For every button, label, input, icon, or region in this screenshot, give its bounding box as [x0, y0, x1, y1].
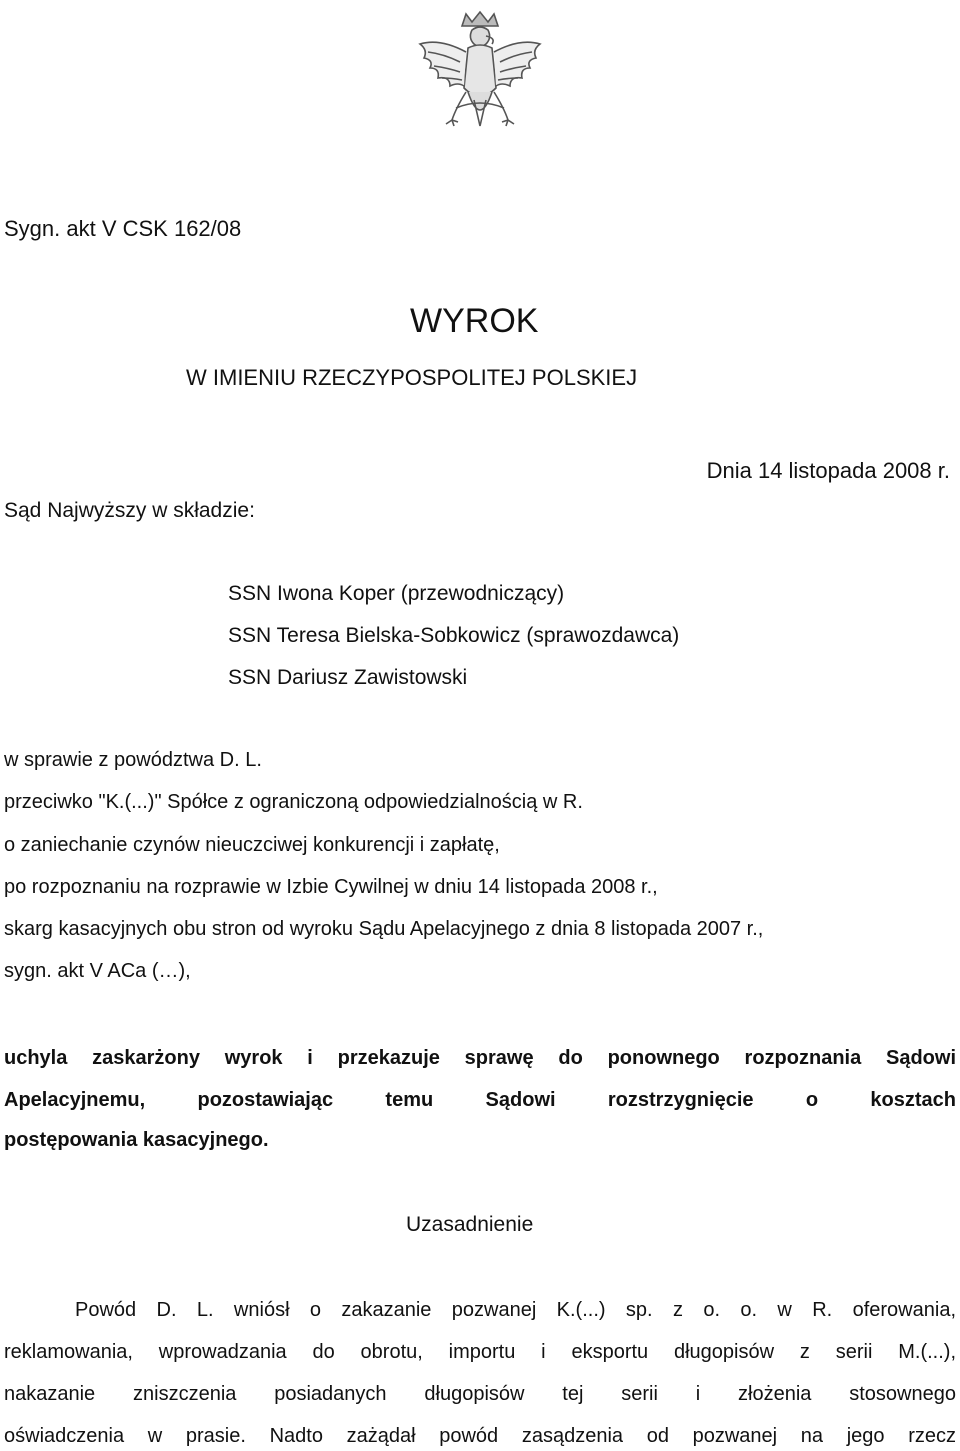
case-appeal: skarg kasacyjnych obu stron od wyroku Sądu Apelacyjnego z dnia 8 listopada 2007 r.,	[4, 918, 764, 940]
polish-eagle-emblem	[400, 8, 560, 158]
case-hearing: po rozpoznaniu na rozprawie w Izbie Cywilnej w dniu 14 listopada 2008 r.,	[4, 876, 658, 898]
judge-2: SSN Teresa Bielska-Sobkowicz (sprawozdawca)	[228, 624, 680, 647]
case-subject: o zaniechanie czynów nieuczciwej konkurencji i zapłatę,	[4, 834, 500, 856]
ruling-date: Dnia 14 listopada 2008 r.	[706, 458, 950, 483]
judge-1: SSN Iwona Koper (przewodniczący)	[228, 582, 565, 605]
ruling-line-2: Apelacyjnemu, pozostawiając temu Sądowi rozstrzygnięcie o kosztach	[4, 1089, 956, 1111]
justification-line: Powód D. L. wniósł o zakazanie pozwanej K.(...) sp. z o. o. w R. oferowania,	[75, 1299, 956, 1321]
justification-line: nakazanie zniszczenia posiadanych długopisów tej serii i złożenia stosownego	[4, 1383, 956, 1405]
justification-heading: Uzasadnienie	[406, 1213, 534, 1236]
document-subtitle: W IMIENIU RZECZYPOSPOLITEJ POLSKIEJ	[186, 365, 638, 390]
case-defendant: przeciwko "K.(...)" Spółce z ograniczoną odpowiedzialnością w R.	[4, 791, 583, 813]
ruling-line-1: uchyla zaskarżony wyrok i przekazuje sprawę do ponownego rozpoznania Sądowi	[4, 1047, 956, 1069]
justification-line: reklamowania, wprowadzania do obrotu, importu i eksportu długopisów z serii M.(...),	[4, 1341, 956, 1363]
court-composition-label: Sąd Najwyższy w składzie:	[4, 499, 255, 522]
case-plaintiff: w sprawie z powództwa D. L.	[4, 749, 262, 771]
case-signature: Sygn. akt V CSK 162/08	[4, 216, 242, 241]
ruling-line-3: postępowania kasacyjnego.	[4, 1129, 269, 1151]
justification-line: oświadczenia w prasie. Nadto zażądał powód zasądzenia od pozwanej na jego rzecz	[4, 1425, 956, 1447]
document-title: WYROK	[410, 302, 539, 340]
judge-3: SSN Dariusz Zawistowski	[228, 666, 468, 689]
case-reference: sygn. akt V ACa (…),	[4, 960, 191, 982]
